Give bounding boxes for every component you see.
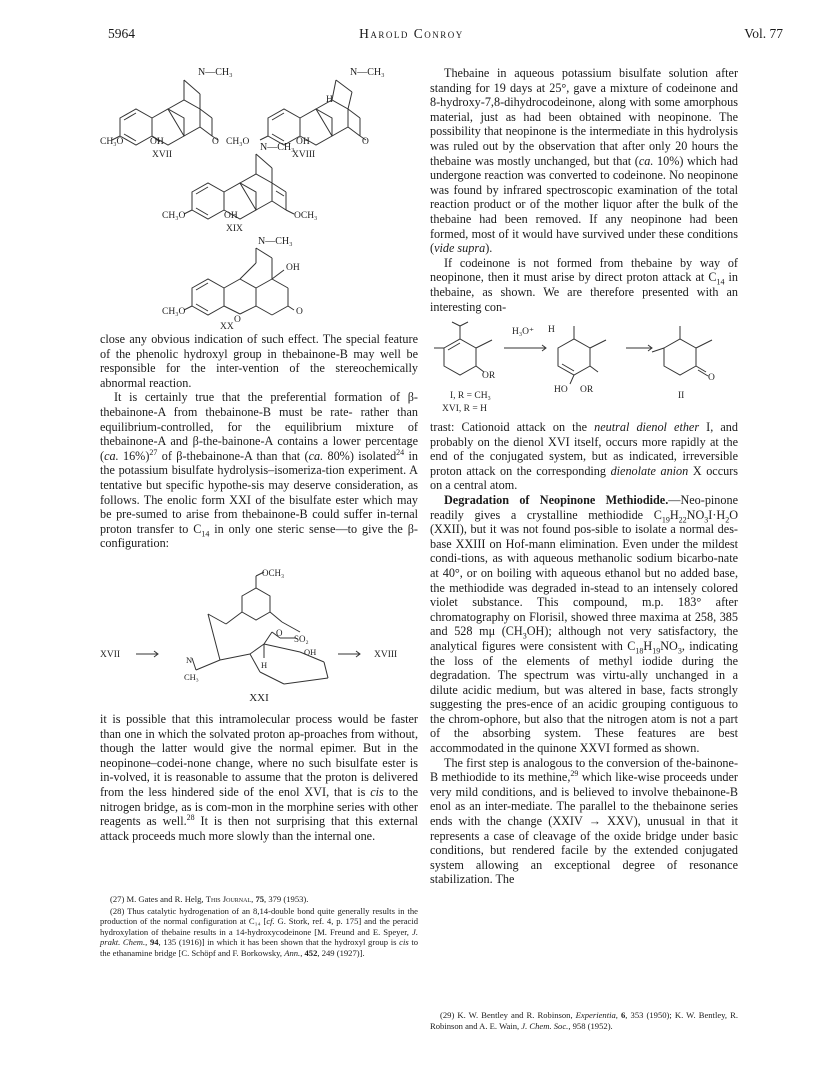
label-xvii-o: O: [212, 137, 219, 147]
label-xx: XX: [220, 322, 234, 330]
label-xx-ring-o: O: [234, 315, 241, 325]
scheme-i-to-ii: [430, 318, 740, 418]
figure-xxi: [100, 566, 420, 686]
label-xx-o: O: [296, 307, 303, 317]
structure-xviii: [260, 80, 366, 145]
paragraph: It is certainly true that the preferential formation of β-thebainone-A from thebainone-B must be rate- rather than equilibrium-controlled, for the equilibrium mixture of thebainone-A and β-the-bainone-A contains a lower percentage (ca. 16%)$^{27}$ of β-thebainone-A than that (ca. 80%) isolated$^{24}$ in the potassium bisulfate hydrolysis–isomeriza-tion experiment. A tentative but specific hypothe-sis may deserve consideration, as follows. The enolic form XXI of the bisulfate ester which may be pre-sumed to arise from thebainone-B could suffer in-ternal proton transfer to $C_{14}$ in only one steric sense—to give the β-configuration:: [100, 390, 419, 551]
paragraph: Degradation of Neopinone Methiodide.—Neo-pinone readily gives a crystalline methiodide $C_{19}H_{22}NO_3I\cdot H_2O$ (XXII), but it was not found pos-sible to isolate a normal des-base XXIII on Hof-mann elimination. Even under the mildest condi-tions, as with aqueous methanolic sodium bicarbo-nate at 40°, or on boiling with aqueous ethanol but no added base, the methiodide was degraded in-stead to an intensely colored violet substance. This compound, m.p. 183° after chromatography on Florisil, showed three maxima at 258, 385 and 528 mμ $(CH_3OH)$; although not very satisfactory, the analytical figures were consistent with $C_{18}H_{19}NO_3$, indicating the loss of the elements of methyl iodide during the degradation. The spectrum was virtu-ally unchanged in a dilute acidic medium, but was altered in base, facts strongly suggesting the pres-ence of an acidic grouping contiguous to the chrom-ophore, but also that the nitrogen atom is not a part of the absorbing system. These features are best accommodated in the quinone XXVI formed as shown.: [430, 492, 739, 756]
caption-ii: II: [678, 391, 685, 401]
label-xx-oh: OH: [286, 263, 300, 273]
caption-xxi: XXI: [249, 692, 269, 704]
structure-ii: [652, 326, 712, 376]
label-xxi-xviii: XVIII: [374, 650, 398, 660]
label-xx-ch3o: CH₃O: [162, 307, 186, 317]
footnote-28: (28) Thus catalytic hydrogenation of an 8,14-double bond quite generally results in the production of the normal configuration at C₁₄ [cf. G. Stork, ref. 4, p. 175] and the peracid hydroxylation of thebaine results in a 14-hydroxycodeinone [M. Freund and E. Speyer, J. prakt. Chem., 94, 135 (1916)] in which it has been shown that the hydroxyl group is cis to the ethanamine bridge [C. Schöpf and F. Borkowsky, Ann., 452, 249 (1927)].: [100, 905, 419, 958]
label-xviii-oh: OH: [296, 137, 310, 147]
label-xxi-xvii: XVII: [100, 650, 121, 660]
label-xix-och3: OCH₃: [294, 211, 318, 221]
structure-xxi: [192, 572, 328, 684]
label-i-or: OR: [482, 371, 496, 381]
label-xviii: XVIII: [292, 150, 316, 160]
paragraph: trast: Cationoid attack on the neutral dienol ether I, and probably on the dienol XVI itself, occurs more rapidly at the end of the conjugated system, but as indicated, irreversible proton attack on the corresponding dienolate anion X occurs on a central atom.: [430, 420, 738, 493]
label-xxi-oh: OH: [304, 647, 317, 657]
paragraph: it is possible that this intramolecular process would be faster than one in which the solvated proton ap-proaches from without, though the latter would give the normal epimer. But in the neopinone–codei-none change, where no such bisulfate ester is in-volved, it is reasonable to assume that the proton is delivered from the less hindered side of the enol XVI, that is cis to the nitrogen bridge, as is com-mon in the morphine series with other reagents as well.$^{28}$ It is then not surprising that this external attack proceeds much more slowly than the internal one.: [100, 712, 418, 843]
footnote-29: (29) K. W. Bentley and R. Robinson, Experientia, 6, 353 (1950); K. W. Bentley, R. Robinson and A. E. Wain, J. Chem. Soc., 958 (1952).: [430, 1010, 738, 1031]
running-header: [0, 26, 823, 46]
left-column-a: [100, 332, 418, 551]
structure-xvii: [112, 80, 218, 145]
label-xvii-nch3: N—CH₃: [198, 67, 233, 78]
label-xviii-h: H: [326, 95, 333, 105]
label-xix-nch3: N—CH₃: [260, 142, 295, 153]
label-xvii-ch3o: CH₃O: [100, 137, 124, 147]
label-xix-oh: OH: [224, 211, 238, 221]
label-xxi-h: H: [261, 660, 268, 670]
volume-label: Vol. 77: [744, 26, 783, 41]
label-ii-o: O: [708, 373, 715, 383]
structure-xix: [184, 154, 294, 219]
label-xviii-o: O: [362, 137, 369, 147]
label-ho: HO: [554, 385, 568, 395]
page-number: 5964: [108, 26, 135, 41]
right-column-a: [430, 66, 738, 314]
footnotes-right: [430, 1010, 738, 1032]
label-xviii-nch3: N—CH₃: [350, 67, 385, 78]
section-heading: Degradation of Neopinone Methiodide.: [444, 492, 669, 507]
label-intermediate-or: OR: [580, 385, 594, 395]
label-xvii: XVII: [152, 150, 173, 160]
running-author: Harold Conroy: [359, 26, 464, 41]
structure-i: [434, 322, 492, 375]
footnote-27: (27) M. Gates and R. Helg, This Journal, 75, 379 (1953).: [110, 894, 309, 904]
label-h3o: H₃O⁺: [512, 327, 535, 337]
label-xviii-ch3o: CH₃O: [226, 137, 250, 147]
right-column-b: [430, 420, 738, 887]
structure-intermediate: [558, 326, 606, 384]
label-intermediate-h: H: [548, 325, 555, 335]
label-xvii-oh: OH: [150, 137, 164, 147]
structure-xx: [184, 248, 294, 315]
paragraph: close any obvious indication of such effect. The special feature of the phenolic hydroxyl group in thebainone-B may well be responsible for the inter-vention of the stereochemically abnormal reaction.: [100, 332, 418, 390]
footnotes-left: [100, 894, 418, 960]
structures-xvii-xx: [100, 58, 420, 330]
label-xxi-ch3: CH₃: [184, 672, 199, 682]
paragraph: If codeinone is not formed from thebaine by way of neopinone, then it must arise by direct proton attack at $C_{14}$ in thebaine, as shown. We are therefore presented with an interesting con-: [430, 255, 738, 314]
label-xx-nch3: N—CH₃: [258, 236, 293, 247]
label-xxi-o: O: [276, 628, 283, 638]
paragraph: Thebaine in aqueous potassium bisulfate solution after standing for 19 days at 25°, gave a mixture of codeinone and 8-hydroxy-7,8-dihydrocodeinone, along with some amorphous material, just as had been obtained with neopinone. The possibility that neopinone is the intermediate in this hydrolysis was ruled out by the observation that after only 20 hours the thebaine was mostly unchanged, but that (ca. 10%) which had undergone reaction was converted to codeinone. No neopinone was found by infrared spectroscopic examination of the total reaction product or of the mother liquor after the bulk of the thebaine had been removed. If any neopinone had been formed, most of it would have survived under these conditions (vide supra).: [430, 66, 738, 256]
label-xxi-och3: OCH₃: [262, 568, 285, 578]
left-column-b: [100, 712, 418, 843]
caption-i: I, R = CH₃: [450, 391, 491, 401]
label-xxi-n: N: [186, 655, 193, 665]
caption-xvi: XVI, R = H: [442, 404, 487, 414]
paragraph: The first step is analogous to the conversion of the-bainone-B methiodide to its methine,$^{29}$ which like-wise proceeds under very mild conditions, and is believed to involve thebainone-B enol as an inter-mediate. The parallel to the thebainone series ends with the change (XXIV → XXV), unusual in that it represents a case of cleavage of the oxide bridge under basic conditions, but rendered facile by the extended conjugated system allowing an exceptional degree of resonance stabilization. The: [430, 755, 738, 887]
label-xxi-so2: SO₂: [294, 634, 309, 644]
label-xix-ch3o: CH₃O: [162, 211, 186, 221]
label-xix: XIX: [226, 224, 243, 234]
